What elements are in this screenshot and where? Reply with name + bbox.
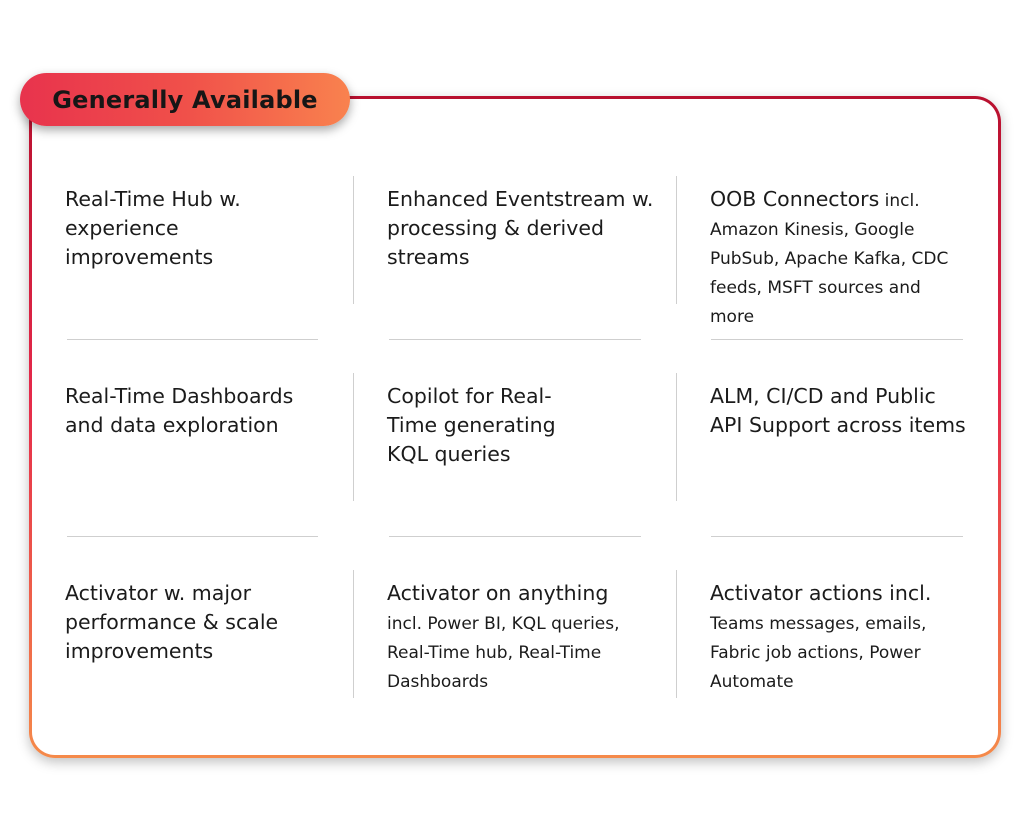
feature-item-lead: Activator actions incl.: [710, 581, 932, 605]
feature-item-lead: Real-Time Dashboards and data exploration: [65, 384, 294, 437]
feature-item-dashboards: [65, 382, 325, 440]
feature-item-activator-anything: [387, 579, 659, 695]
divider-horizontal: [389, 339, 641, 340]
divider-horizontal: [711, 536, 963, 537]
feature-item-sub: Amazon Kinesis, Google PubSub, Apache Kafka, CDC feeds, MSFT sources and more: [710, 220, 949, 327]
feature-item-lead: ALM, CI/CD and Public API Support across items: [710, 384, 966, 437]
divider-horizontal: [67, 536, 318, 537]
feature-item-alm: [710, 382, 970, 440]
divider-vertical: [353, 373, 354, 501]
feature-item-sub: incl. Power BI, KQL queries, Real-Time hub, Real-Time Dashboards: [387, 614, 620, 692]
feature-item-sub: Teams messages, emails, Fabric job actions, Power Automate: [710, 614, 927, 692]
divider-horizontal: [711, 339, 963, 340]
feature-item-realtime-hub: [65, 185, 305, 272]
feature-item-lead: Copilot for Real-Time generating KQL queries: [387, 384, 556, 466]
feature-item-activator-actions: [710, 579, 970, 695]
feature-item-activator-performance: [65, 579, 305, 666]
divider-horizontal: [67, 339, 318, 340]
feature-item-lead: Activator w. major performance & scale improvements: [65, 581, 279, 663]
feature-item-eventstream: [387, 185, 659, 272]
feature-item-lead: Real-Time Hub w. experience improvements: [65, 187, 241, 269]
title-text: Generally Available: [52, 85, 318, 114]
feature-item-inline-sub: incl.: [879, 191, 920, 211]
divider-vertical: [676, 570, 677, 698]
feature-item-lead: Enhanced Eventstream w. processing & derived streams: [387, 187, 654, 269]
feature-item-lead: OOB Connectors: [710, 187, 880, 211]
divider-vertical: [676, 176, 677, 304]
divider-vertical: [353, 570, 354, 698]
feature-item-oob-connectors: [710, 185, 970, 330]
divider-horizontal: [389, 536, 641, 537]
divider-vertical: [353, 176, 354, 304]
title-pill: [20, 73, 350, 126]
divider-vertical: [676, 373, 677, 501]
feature-item-copilot: [387, 382, 587, 469]
feature-item-lead: Activator on anything: [387, 581, 609, 605]
